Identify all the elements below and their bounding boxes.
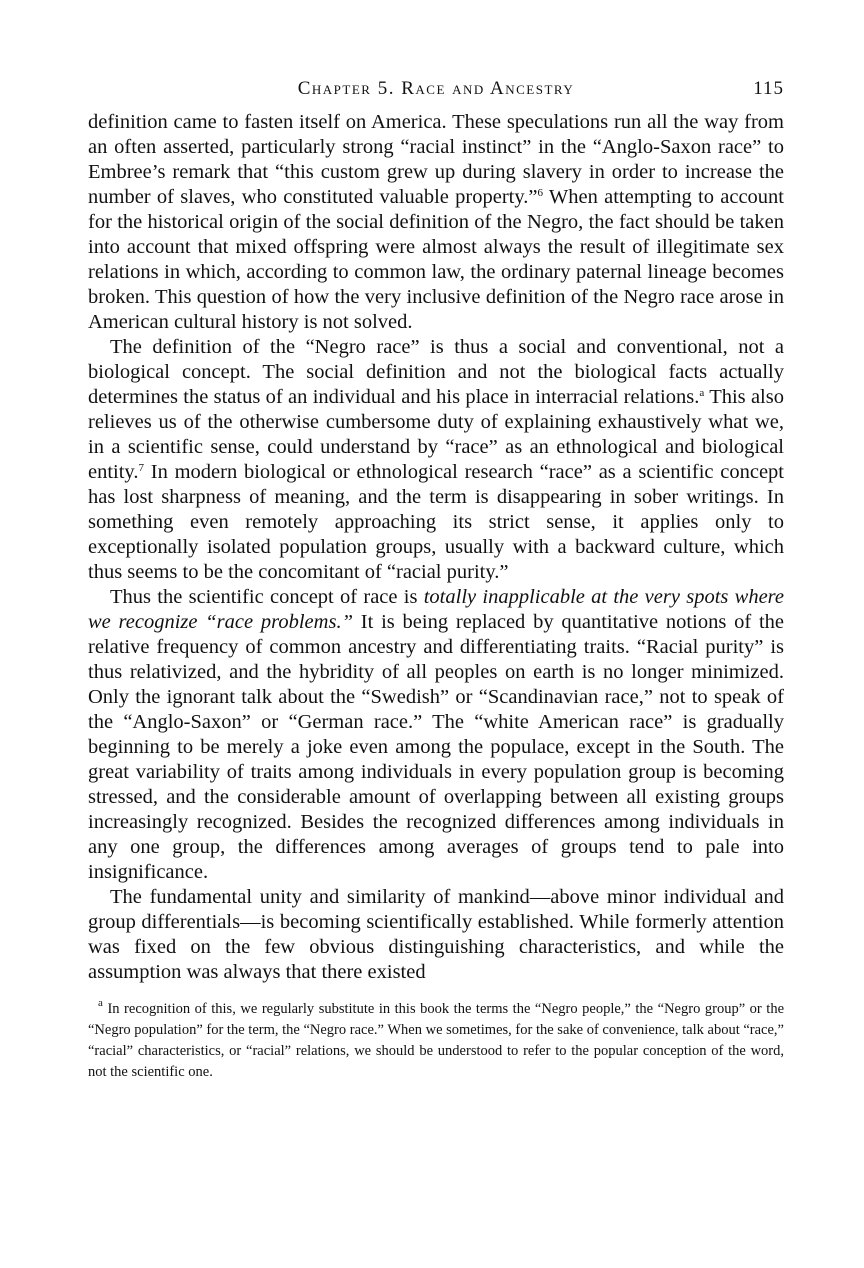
book-page bbox=[88, 76, 784, 1083]
note-ref-a[interactable]: a bbox=[699, 387, 705, 399]
paragraph-1-text-b: When attempting to account for the historical origin of the social definition of the Negro, the fact should be taken into account that mixed offspring were almost always the result of illegitimate sex relations in which, according to common law, the ordinary paternal lineage becomes broken. This question of how the very inclusive definition of the Negro race arose in American cultural history is not solved. bbox=[88, 186, 784, 333]
paragraph-1 bbox=[88, 110, 784, 335]
paragraph-3-text-a: Thus the scientific concept of race is bbox=[110, 586, 424, 608]
paragraph-4-text: The fundamental unity and similarity of mankind—above minor individual and group differentials—is becoming scientifically established. While formerly attention was fixed on the few obvious distinguishing characteristics, and while the assumption was always that there existed bbox=[88, 886, 784, 983]
footnotes bbox=[88, 999, 784, 1083]
paragraph-3 bbox=[88, 585, 784, 885]
note-ref-7[interactable]: 7 bbox=[138, 462, 144, 474]
footnote-a bbox=[88, 999, 784, 1083]
paragraph-1-text-a: definition came to fasten itself on America. These speculations run all the way from an often asserted, particularly strong “racial instinct” in the “Anglo-Saxon race” to Embree’s remark that “this custom grew up during slavery in order to increase the number of slaves, who constituted valuable property.” bbox=[88, 111, 784, 208]
paragraph-3-emphasis: totally inapplicable at the very spots where we recognize “race problems.” bbox=[88, 586, 785, 633]
paragraph-2-text-b: This also relieves us of the otherwise cumbersome duty of explaining exhaustively what we, in a scientific sense, could understand by “race” as an ethnological and biological entity. bbox=[88, 386, 784, 483]
paragraph-2-text-c: In modern biological or ethnological research “race” as a scientific concept has lost sharpness of meaning, and the term is disappearing in sober writings. In something even remotely approaching its strict sense, it applies only to exceptionally isolated population groups, usually with a backward culture, which thus seems to be the concomitant of “racial purity.” bbox=[88, 461, 784, 583]
running-head bbox=[88, 76, 784, 106]
paragraph-4 bbox=[88, 885, 784, 985]
note-ref-6[interactable]: 6 bbox=[537, 187, 544, 199]
footnote-text: In recognition of this, we regularly substitute in this book the terms the “Negro people,” the “Negro group” or the “Negro population” for the term, the “Negro race.” When we sometimes, for the sake of convenience, talk about “race,” “racial” characteristics, or “racial” relations, we should be understood to refer to the popular conception of the word, not the scientific one. bbox=[88, 1001, 785, 1080]
chapter-title: Chapter 5. Race and Ancestry bbox=[297, 78, 575, 99]
paragraph-3-text-b: It is being replaced by quantitative notions of the relative frequency of common ancestry and differentiating traits. “Racial purity” is thus relativized, and the hybridity of all peoples on earth is no longer minimized. Only the ignorant talk about the “Swedish” or “Scandinavian race,” not to speak of the “Anglo-Saxon” or “German race.” The “white American race” is gradually beginning to be merely a joke even among the populace, except in the South. The great variability of traits among individuals in every population group is becoming stressed, and the considerable amount of overlapping between all existing groups increasingly recognized. Besides the recognized differences among individuals in any one group, the differences among averages of groups tend to pale into insignificance. bbox=[88, 611, 784, 883]
footnote-marker: a bbox=[98, 997, 103, 1009]
paragraph-2 bbox=[88, 335, 784, 585]
paragraph-2-text-a: The definition of the “Negro race” is thus a social and conventional, not a biological concept. The social definition and not the biological facts actually determines the status of an individual and his place in interracial relations. bbox=[88, 336, 784, 408]
page-number: 115 bbox=[753, 78, 784, 99]
